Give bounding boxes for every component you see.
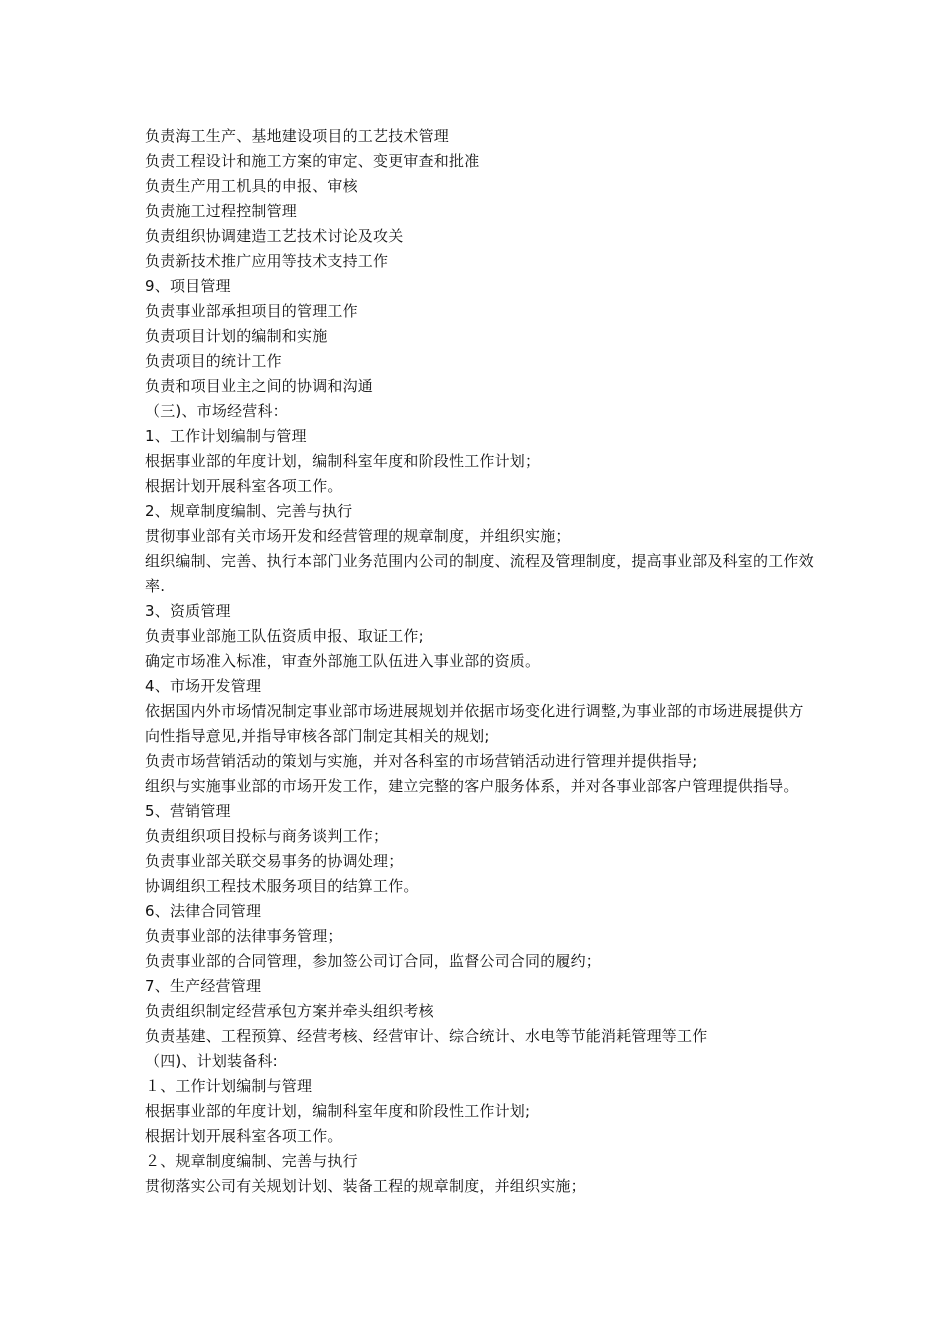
section-heading: 1、工作计划编制与管理	[145, 427, 307, 445]
body-line: 协调组织工程技术服务项目的结算工作。	[145, 877, 419, 895]
body-line: 负责基建、工程预算、经营考核、经营审计、综合统计、水电等节能消耗管理等工作	[145, 1027, 708, 1045]
body-paragraph: 依据国内外市场情况制定事业部市场进展规划并依据市场变化进行调整,为事业部的市场进展提供方向性指导意见,并指导审核各部门制定其相关的规划;	[145, 702, 804, 745]
body-line: 负责事业部承担项目的管理工作	[145, 302, 358, 320]
body-line: 负责项目的统计工作	[145, 352, 282, 370]
section-heading: 6、法律合同管理	[145, 902, 262, 920]
body-line: 负责事业部施工队伍资质申报、取证工作;	[145, 627, 424, 645]
body-line: 负责事业部的合同管理，参加签公司订合同，监督公司合同的履约；	[145, 952, 602, 970]
body-line: 贯彻落实公司有关规划计划、装备工程的规章制度，并组织实施；	[145, 1177, 586, 1195]
section-heading: ２、规章制度编制、完善与执行	[145, 1152, 358, 1170]
body-line: 根据计划开展科室各项工作。	[145, 1127, 343, 1145]
section-heading: １、工作计划编制与管理	[145, 1077, 313, 1095]
body-line: 负责海工生产、基地建设项目的工艺技术管理	[145, 127, 450, 145]
body-line: 根据事业部的年度计划，编制科室年度和阶段性工作计划;	[145, 1102, 531, 1120]
body-line: 负责事业部的法律事务管理；	[145, 927, 343, 945]
body-line: 贯彻事业部有关市场开发和经营管理的规章制度，并组织实施；	[145, 527, 571, 545]
body-line: 负责工程设计和施工方案的审定、变更审查和批准	[145, 152, 480, 170]
body-paragraph: 组织编制、完善、执行本部门业务范围内公司的制度、流程及管理制度，提高事业部及科室的工作效率.	[145, 552, 814, 595]
body-line: 确定市场准入标准，审查外部施工队伍进入事业部的资质。	[145, 652, 541, 670]
section-heading: 9、项目管理	[145, 277, 231, 295]
document-body	[145, 124, 815, 1199]
section-heading: 4、市场开发管理	[145, 677, 262, 695]
section-heading: 3、资质管理	[145, 602, 231, 620]
body-line: 负责项目计划的编制和实施	[145, 327, 328, 345]
body-line: 负责新技术推广应用等技术支持工作	[145, 252, 389, 270]
body-line: 负责生产用工机具的申报、审核	[145, 177, 358, 195]
body-paragraph: 组织与实施事业部的市场开发工作，建立完整的客户服务体系，并对各事业部客户管理提供指导。	[145, 777, 799, 795]
department-heading: （四)、计划装备科:	[145, 1052, 278, 1070]
department-heading: （三)、市场经营科：	[145, 402, 288, 420]
body-line: 负责市场营销活动的策划与实施，并对各科室的市场营销活动进行管理并提供指导;	[145, 752, 698, 770]
body-line: 负责组织项目投标与商务谈判工作；	[145, 827, 389, 845]
body-line: 负责和项目业主之间的协调和沟通	[145, 377, 374, 395]
section-heading: 2、规章制度编制、完善与执行	[145, 502, 353, 520]
section-heading: 7、生产经营管理	[145, 977, 262, 995]
body-line: 负责组织协调建造工艺技术讨论及攻关	[145, 227, 404, 245]
body-line: 根据事业部的年度计划，编制科室年度和阶段性工作计划；	[145, 452, 541, 470]
body-line: 根据计划开展科室各项工作。	[145, 477, 343, 495]
body-line: 负责施工过程控制管理	[145, 202, 298, 220]
body-line: 负责组织制定经营承包方案并牵头组织考核	[145, 1002, 434, 1020]
section-heading: 5、营销管理	[145, 802, 231, 820]
body-line: 负责事业部关联交易事务的协调处理；	[145, 852, 404, 870]
